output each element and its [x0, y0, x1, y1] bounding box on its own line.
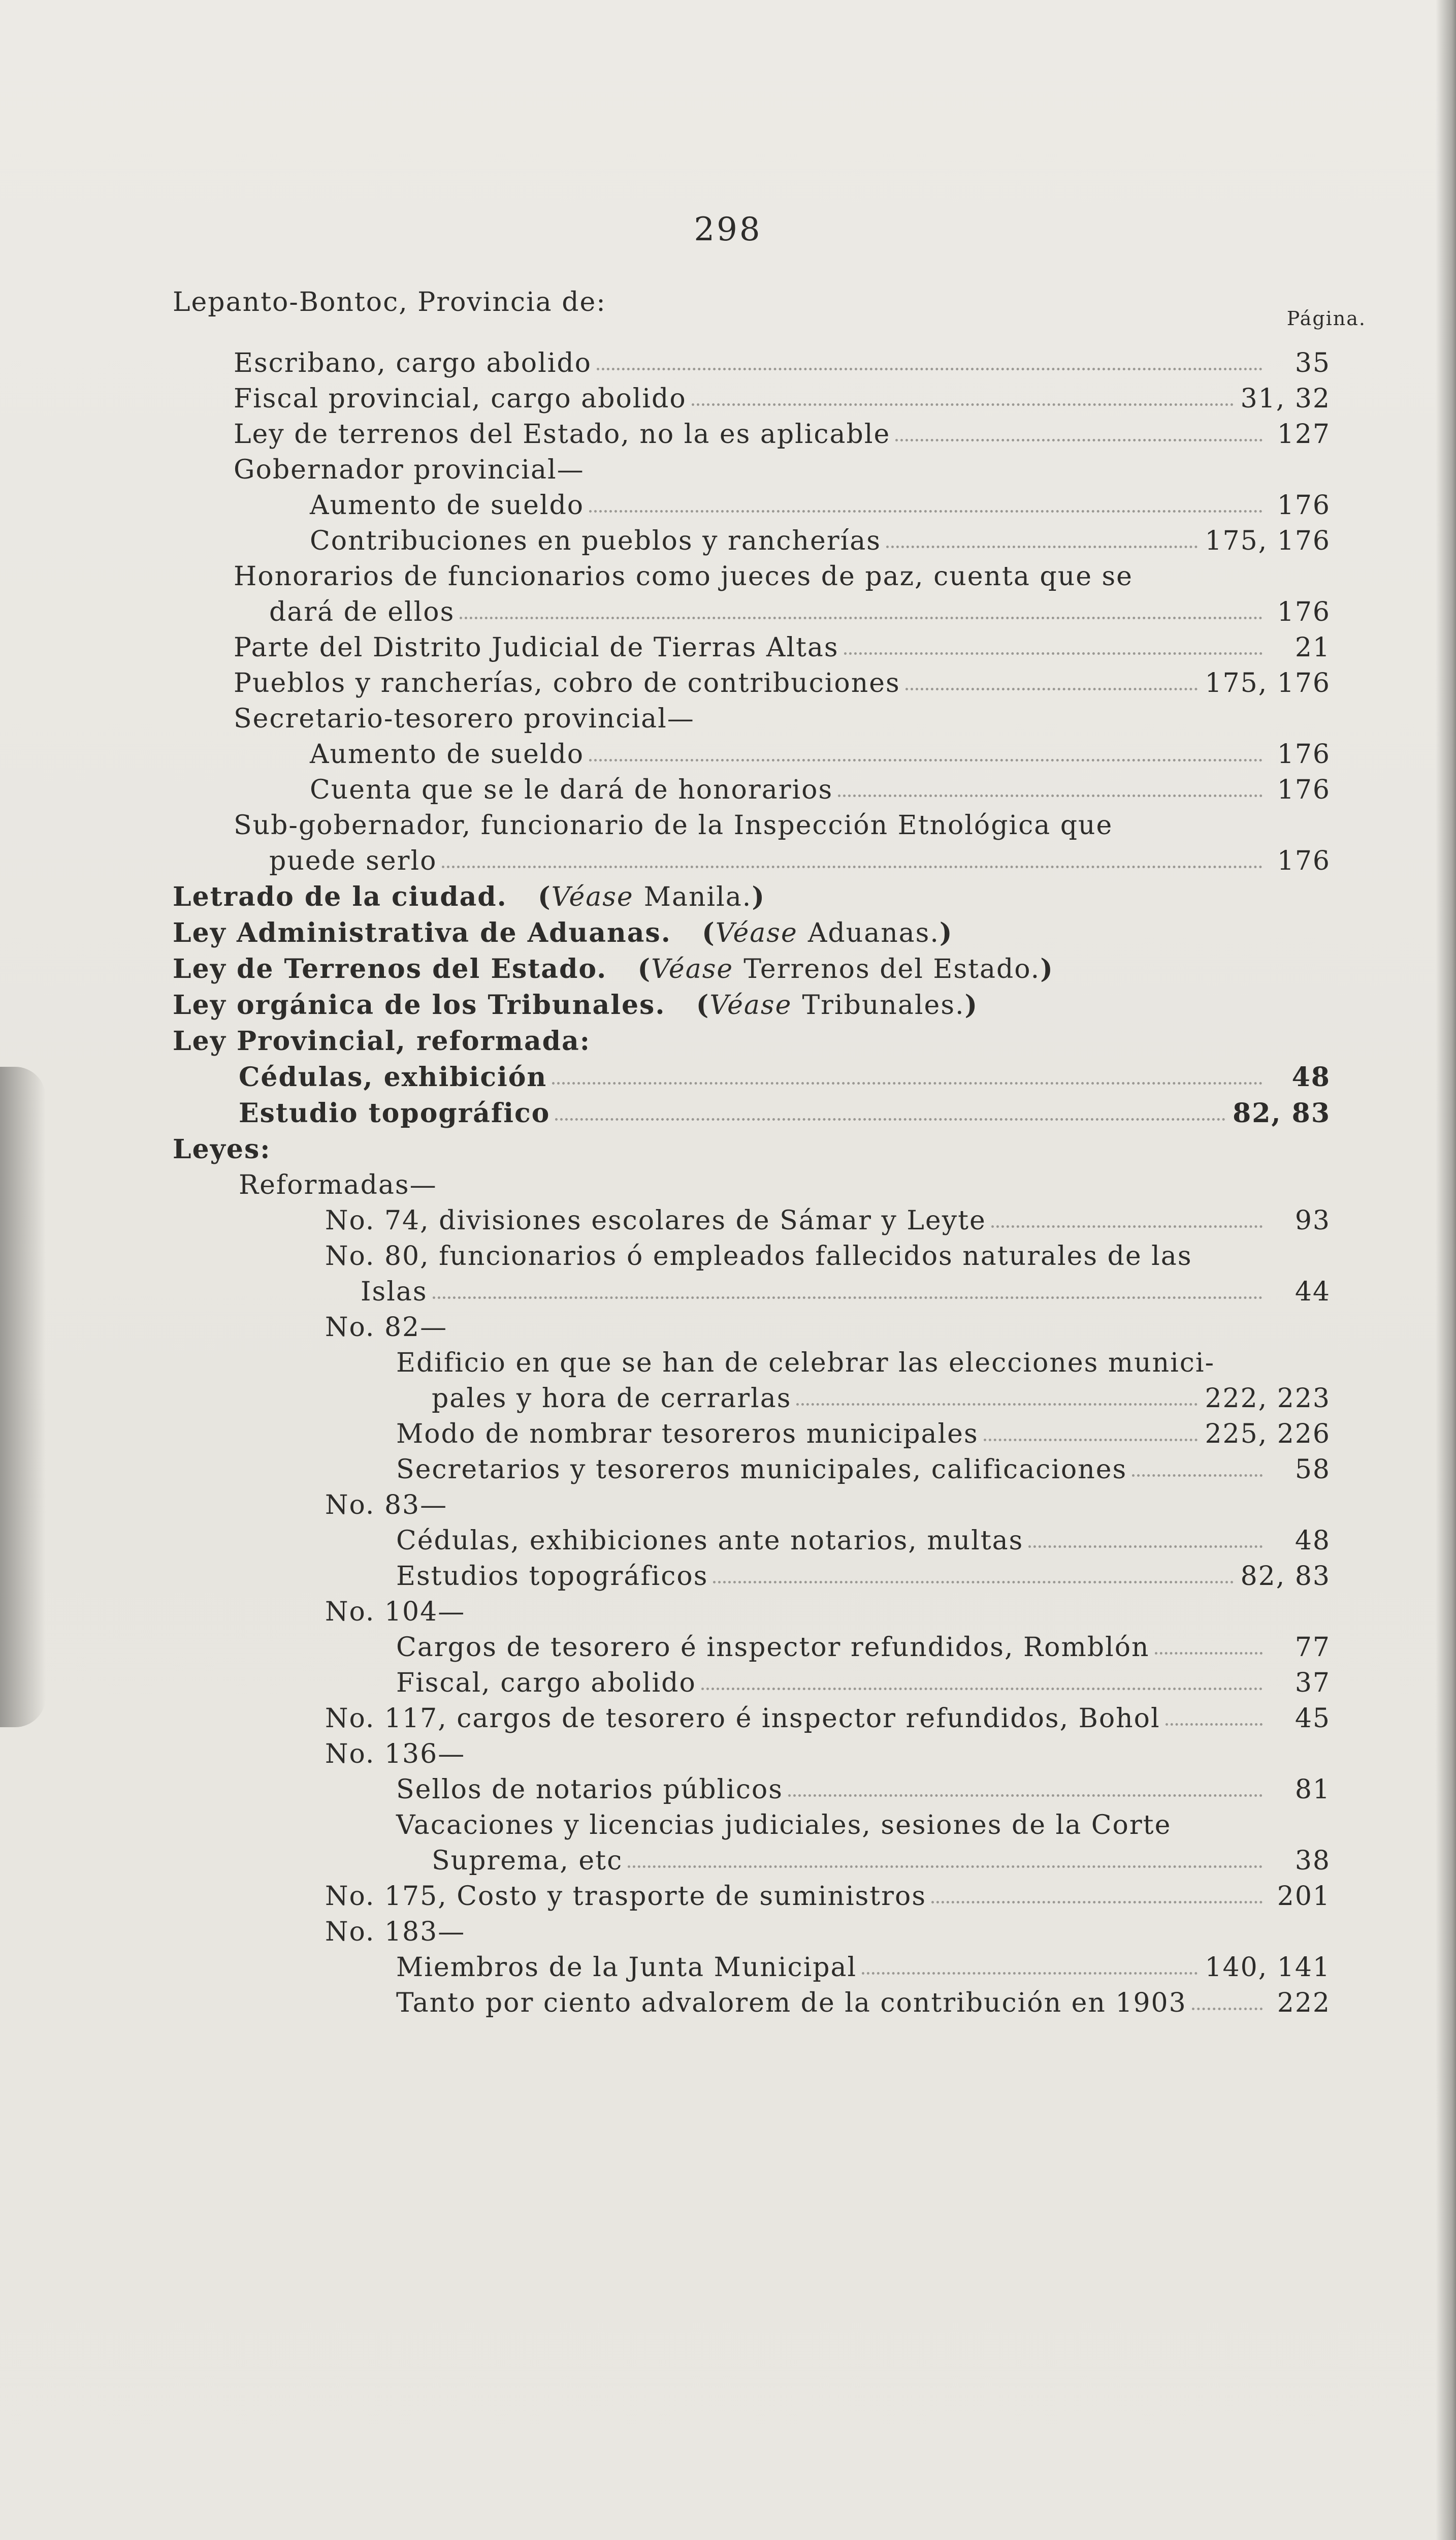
index-entry: Islas 44 [361, 1277, 1331, 1307]
index-entry: Tanto por ciento advalorem de la contribución en 1903 222 [396, 1988, 1331, 2018]
index-entry: Contribuciones en pueblos y rancherías 175, 176 [310, 526, 1331, 556]
index-heading-ley-tribunales: Ley orgánica de los Tribunales. (Véase Tribunales.) [173, 990, 979, 1021]
index-entry: Estudios topográficos 82, 83 [396, 1561, 1331, 1592]
index-entry: Gobernador provincial— [234, 455, 585, 485]
index-entry: Modo de nombrar tesoreros municipales 225, 226 [396, 1419, 1331, 1449]
index-heading-ley-aduanas: Ley Administrativa de Aduanas. (Véase Aduanas.) [173, 917, 953, 948]
index-heading-ley-terrenos: Ley de Terrenos del Estado. (Véase Terrenos del Estado.) [173, 954, 1054, 985]
index-entry: Aumento de sueldo 176 [310, 739, 1331, 770]
index-entry: Sellos de notarios públicos 81 [396, 1774, 1331, 1805]
index-heading-lepanto: Lepanto-Bontoc, Provincia de: [173, 287, 606, 318]
index-entry: Ley de terrenos del Estado, no la es aplicable 127 [234, 419, 1331, 450]
index-entry: No. 117, cargos de tesorero é inspector refundidos, Bohol 45 [325, 1703, 1331, 1734]
index-entry: Vacaciones y licencias judiciales, sesiones de la Corte [396, 1810, 1172, 1840]
index-list [173, 287, 1381, 2018]
index-entry: Estudio topográfico 82, 83 [239, 1098, 1331, 1129]
index-entry: Miembros de la Junta Municipal 140, 141 [396, 1952, 1331, 1983]
index-entry: Escribano, cargo abolido 35 [234, 348, 1331, 378]
index-entry: Pueblos y rancherías, cobro de contribuciones 175, 176 [234, 668, 1331, 698]
index-entry: Fiscal, cargo abolido 37 [396, 1668, 1331, 1698]
index-entry: No. 136— [325, 1739, 466, 1769]
index-entry: No. 80, funcionarios ó empleados fallecidos naturales de las [325, 1241, 1192, 1272]
page-number: 298 [694, 211, 762, 248]
index-entry: No. 74, divisiones escolares de Sámar y Leyte 93 [325, 1205, 1331, 1236]
index-entry: dará de ellos 176 [269, 597, 1331, 627]
index-heading-ley-provincial: Ley Provincial, reformada: [173, 1026, 591, 1057]
index-entry: Suprema, etc 38 [432, 1846, 1331, 1876]
index-entry: Cargos de tesorero é inspector refundidos, Romblón 77 [396, 1632, 1331, 1663]
index-entry: No. 104— [325, 1597, 466, 1627]
binding-shadow-left [0, 1067, 46, 1727]
index-entry: Reformadas— [239, 1170, 437, 1200]
index-entry: Cédulas, exhibición 48 [239, 1062, 1331, 1093]
index-entry: puede serlo 176 [269, 846, 1331, 876]
index-heading-leyes: Leyes: [173, 1134, 271, 1165]
index-entry: No. 83— [325, 1490, 448, 1520]
index-entry: Sub-gobernador, funcionario de la Inspección Etnológica que [234, 810, 1113, 841]
index-entry: Fiscal provincial, cargo abolido 31, 32 [234, 384, 1331, 414]
index-entry: Parte del Distrito Judicial de Tierras Altas 21 [234, 632, 1331, 663]
index-entry: Secretario-tesorero provincial— [234, 704, 695, 734]
index-entry: Cédulas, exhibiciones ante notarios, multas 48 [396, 1526, 1331, 1556]
page-column-header: Página. [1286, 307, 1366, 330]
index-entry: No. 82— [325, 1312, 448, 1343]
index-entry: Honorarios de funcionarios como jueces de paz, cuenta que se [234, 561, 1133, 592]
index-entry: pales y hora de cerrarlas 222, 223 [432, 1383, 1331, 1414]
index-entry: Cuenta que se le dará de honorarios 176 [310, 775, 1331, 805]
index-entry: No. 175, Costo y trasporte de suministros 201 [325, 1881, 1331, 1912]
index-entry: No. 183— [325, 1917, 466, 1947]
index-entry: Secretarios y tesoreros municipales, calificaciones 58 [396, 1454, 1331, 1485]
index-entry: Edificio en que se han de celebrar las elecciones munici- [396, 1348, 1215, 1378]
index-entry: Aumento de sueldo 176 [310, 490, 1331, 521]
index-heading-letrado: Letrado de la ciudad. (Véase Manila.) [173, 881, 765, 912]
page-edge-shadow-right [1436, 0, 1456, 2540]
